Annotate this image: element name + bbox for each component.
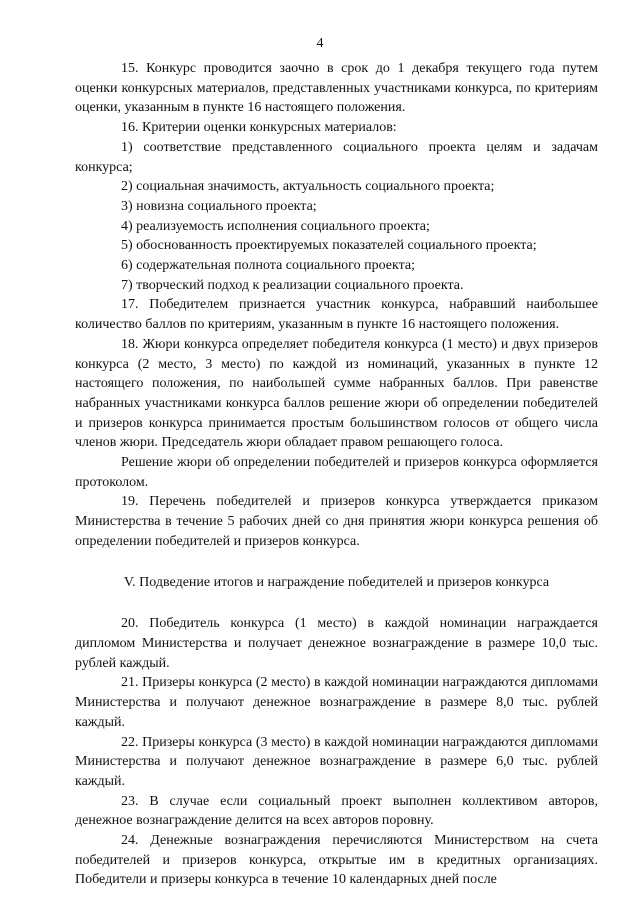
paragraph-18-decision: Решение жюри об определении победителей и призеров конкурса оформляется протоколом. xyxy=(75,455,598,490)
paragraph-17: 17. Победителем признается участник конкурса, набравший наибольшее количество баллов по критериям, указанным в пункте 16 настоящего положения. xyxy=(75,297,598,333)
document-body xyxy=(75,59,598,890)
paragraph-20: 20. Победитель конкурса (1 место) в каждой номинации награждается дипломом Министерства и получает денежное вознаграждение в размере 10,0 тыс. рублей каждый. xyxy=(75,616,598,671)
paragraph-18: 18. Жюри конкурса определяет победителя конкурса (1 место) и двух призеров конкурса (2 место, 3 место) по каждой из номинаций, указанных в пункте 12 настоящего положения, по наибольшей сумме набранных баллов. При равенстве набранных участниками конкурса баллов решение жюри об определении победителей и призеров конкурса принимается простым большинством голосов от общего числа членов жюри. Председатель жюри обладает правом решающего голоса. xyxy=(75,336,598,451)
paragraph-24: 24. Денежные вознаграждения перечисляются Министерством на счета победителей и призеров конкурса, открытые им в кредитных организациях. Победители и призеры конкурса в течение 10 календарных дней после xyxy=(75,833,598,888)
paragraph-21: 21. Призеры конкурса (2 место) в каждой номинации награждаются дипломами Министерства и получают денежное вознаграждение в размере 8,0 тыс. рублей каждый. xyxy=(75,675,598,730)
criterion-5: 5) обоснованность проектируемых показателей социального проекта; xyxy=(121,238,537,254)
criterion-1: 1) соответствие представленного социального проекта целям и задачам конкурса; xyxy=(75,139,598,175)
criterion-4: 4) реализуемость исполнения социального проекта; xyxy=(121,218,430,234)
paragraph-23: 23. В случае если социальный проект выполнен коллективом авторов, денежное вознаграждение делится на всех авторов поровну. xyxy=(75,793,598,829)
paragraph-19: 19. Перечень победителей и призеров конкурса утверждается приказом Министерства в течение 5 рабочих дней со дня принятия жюри конкурса решения об определении победителей и призеров конкурса. xyxy=(75,494,598,549)
page-number: 4 xyxy=(316,36,324,51)
criterion-2: 2) социальная значимость, актуальность социального проекта; xyxy=(121,179,495,195)
paragraph-16: 16. Критерии оценки конкурсных материалов: xyxy=(121,120,397,136)
section-heading: V. Подведение итогов и награждение победителей и призеров конкурса xyxy=(123,574,550,590)
criterion-3: 3) новизна социального проекта; xyxy=(121,198,317,214)
paragraph-15: 15. Конкурс проводится заочно в срок до 1 декабря текущего года путем оценки конкурсных материалов, представленных участниками конкурса, по критериям оценки, указанным в пункте 16 настоящего положения. xyxy=(75,61,598,116)
paragraph-22: 22. Призеры конкурса (3 место) в каждой номинации награждаются дипломами Министерства и получают денежное вознаграждение в размере 6,0 тыс. рублей каждый. xyxy=(75,734,598,789)
criterion-7: 7) творческий подход к реализации социального проекта. xyxy=(121,277,464,293)
criterion-6: 6) содержательная полнота социального проекта; xyxy=(121,258,415,274)
